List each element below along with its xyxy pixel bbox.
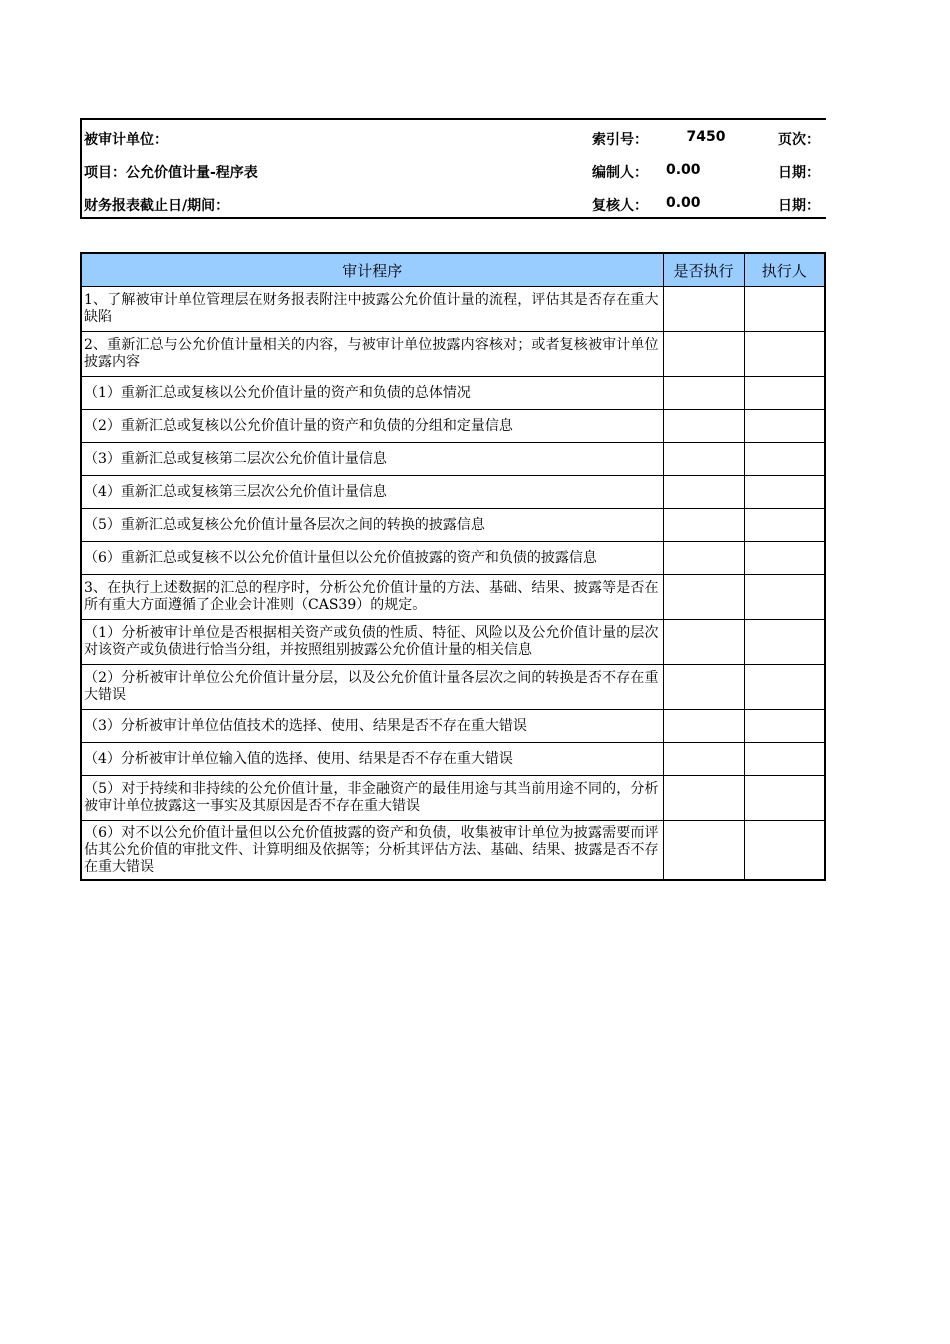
reviewer-label: 复核人： bbox=[592, 198, 648, 214]
table-row bbox=[81, 743, 825, 776]
table-row bbox=[81, 710, 825, 743]
preparer-label: 编制人： bbox=[592, 165, 648, 181]
executed-cell[interactable] bbox=[663, 377, 744, 410]
period-label: 财务报表截止日/期间： bbox=[84, 198, 230, 214]
procedure-cell: 2、重新汇总与公允价值计量相关的内容，与被审计单位披露内容核对；或者复核被审计单位披露内容 bbox=[81, 332, 663, 377]
table-row bbox=[81, 620, 825, 665]
executed-cell[interactable] bbox=[663, 575, 744, 620]
executor-cell[interactable] bbox=[744, 575, 825, 620]
executed-cell[interactable] bbox=[663, 665, 744, 710]
executed-cell[interactable] bbox=[663, 287, 744, 332]
procedure-cell: （4）分析被审计单位输入值的选择、使用、结果是否不存在重大错误 bbox=[81, 743, 663, 776]
table-row bbox=[81, 575, 825, 620]
executor-cell[interactable] bbox=[744, 743, 825, 776]
date-label-1: 日期： bbox=[778, 165, 820, 181]
executed-cell[interactable] bbox=[663, 710, 744, 743]
executor-cell[interactable] bbox=[744, 410, 825, 443]
procedure-cell: （5）重新汇总或复核公允价值计量各层次之间的转换的披露信息 bbox=[81, 509, 663, 542]
procedure-cell: 3、在执行上述数据的汇总的程序时，分析公允价值计量的方法、基础、结果、披露等是否在所有重大方面遵循了企业会计准则（CAS39）的规定。 bbox=[81, 575, 663, 620]
project-label: 项目：公允价值计量-程序表 bbox=[84, 165, 258, 181]
procedure-cell: （2）重新汇总或复核以公允价值计量的资产和负债的分组和定量信息 bbox=[81, 410, 663, 443]
executor-cell[interactable] bbox=[744, 665, 825, 710]
table-row bbox=[81, 476, 825, 509]
table-row bbox=[81, 377, 825, 410]
procedure-cell: （5）对于持续和非持续的公允价值计量，非金融资产的最佳用途与其当前用途不同的，分析被审计单位披露这一事实及其原因是否不存在重大错误 bbox=[81, 776, 663, 821]
table-row bbox=[81, 821, 825, 881]
index-value: 7450 bbox=[686, 129, 726, 145]
procedure-cell: （3）分析被审计单位估值技术的选择、使用、结果是否不存在重大错误 bbox=[81, 710, 663, 743]
page-label: 页次： bbox=[778, 132, 820, 148]
col-header-executed: 是否执行 bbox=[663, 253, 744, 287]
header-line-1 bbox=[82, 120, 826, 153]
col-header-procedure: 审计程序 bbox=[81, 253, 663, 287]
col-header-executor: 执行人 bbox=[744, 253, 825, 287]
executor-cell[interactable] bbox=[744, 287, 825, 332]
executor-cell[interactable] bbox=[744, 542, 825, 575]
procedure-cell: （2）分析被审计单位公允价值计量分层，以及公允价值计量各层次之间的转换是否不存在重大错误 bbox=[81, 665, 663, 710]
table-row bbox=[81, 542, 825, 575]
procedure-cell: （3）重新汇总或复核第二层次公允价值计量信息 bbox=[81, 443, 663, 476]
table-row bbox=[81, 287, 825, 332]
procedure-cell: （6）对不以公允价值计量但以公允价值披露的资产和负债，收集被审计单位为披露需要而评估其公允价值的审批文件、计算明细及依据等；分析其评估方法、基础、结果、披露是否不存在重大错误 bbox=[81, 821, 663, 881]
executed-cell[interactable] bbox=[663, 443, 744, 476]
executed-cell[interactable] bbox=[663, 476, 744, 509]
executor-cell[interactable] bbox=[744, 476, 825, 509]
executed-cell[interactable] bbox=[663, 509, 744, 542]
executed-cell[interactable] bbox=[663, 620, 744, 665]
table-row bbox=[81, 509, 825, 542]
header-line-3 bbox=[82, 186, 826, 219]
header-box bbox=[80, 118, 826, 219]
executed-cell[interactable] bbox=[663, 410, 744, 443]
table-row bbox=[81, 443, 825, 476]
procedure-cell: （4）重新汇总或复核第三层次公允价值计量信息 bbox=[81, 476, 663, 509]
table-row bbox=[81, 332, 825, 377]
reviewer-value: 0.00 bbox=[666, 195, 701, 211]
executed-cell[interactable] bbox=[663, 743, 744, 776]
table-row bbox=[81, 776, 825, 821]
executor-cell[interactable] bbox=[744, 776, 825, 821]
table-row bbox=[81, 665, 825, 710]
executed-cell[interactable] bbox=[663, 776, 744, 821]
executed-cell[interactable] bbox=[663, 542, 744, 575]
audited-unit-label: 被审计单位： bbox=[84, 132, 168, 148]
procedure-cell: 1、了解被审计单位管理层在财务报表附注中披露公允价值计量的流程，评估其是否存在重大缺陷 bbox=[81, 287, 663, 332]
executor-cell[interactable] bbox=[744, 443, 825, 476]
executed-cell[interactable] bbox=[663, 332, 744, 377]
executed-cell[interactable] bbox=[663, 821, 744, 881]
executor-cell[interactable] bbox=[744, 710, 825, 743]
procedure-cell: （1）重新汇总或复核以公允价值计量的资产和负债的总体情况 bbox=[81, 377, 663, 410]
date-label-2: 日期： bbox=[778, 198, 820, 214]
executor-cell[interactable] bbox=[744, 377, 825, 410]
executor-cell[interactable] bbox=[744, 509, 825, 542]
procedure-table bbox=[80, 252, 826, 881]
procedure-cell: （6）重新汇总或复核不以公允价值计量但以公允价值披露的资产和负债的披露信息 bbox=[81, 542, 663, 575]
table-header-row bbox=[81, 253, 825, 287]
executor-cell[interactable] bbox=[744, 332, 825, 377]
preparer-value: 0.00 bbox=[666, 162, 701, 178]
header-line-2 bbox=[82, 153, 826, 186]
table-row bbox=[81, 410, 825, 443]
procedure-cell: （1）分析被审计单位是否根据相关资产或负债的性质、特征、风险以及公允价值计量的层次对该资产或负债进行恰当分组，并按照组别披露公允价值计量的相关信息 bbox=[81, 620, 663, 665]
executor-cell[interactable] bbox=[744, 620, 825, 665]
index-label: 索引号： bbox=[592, 132, 648, 148]
executor-cell[interactable] bbox=[744, 821, 825, 881]
